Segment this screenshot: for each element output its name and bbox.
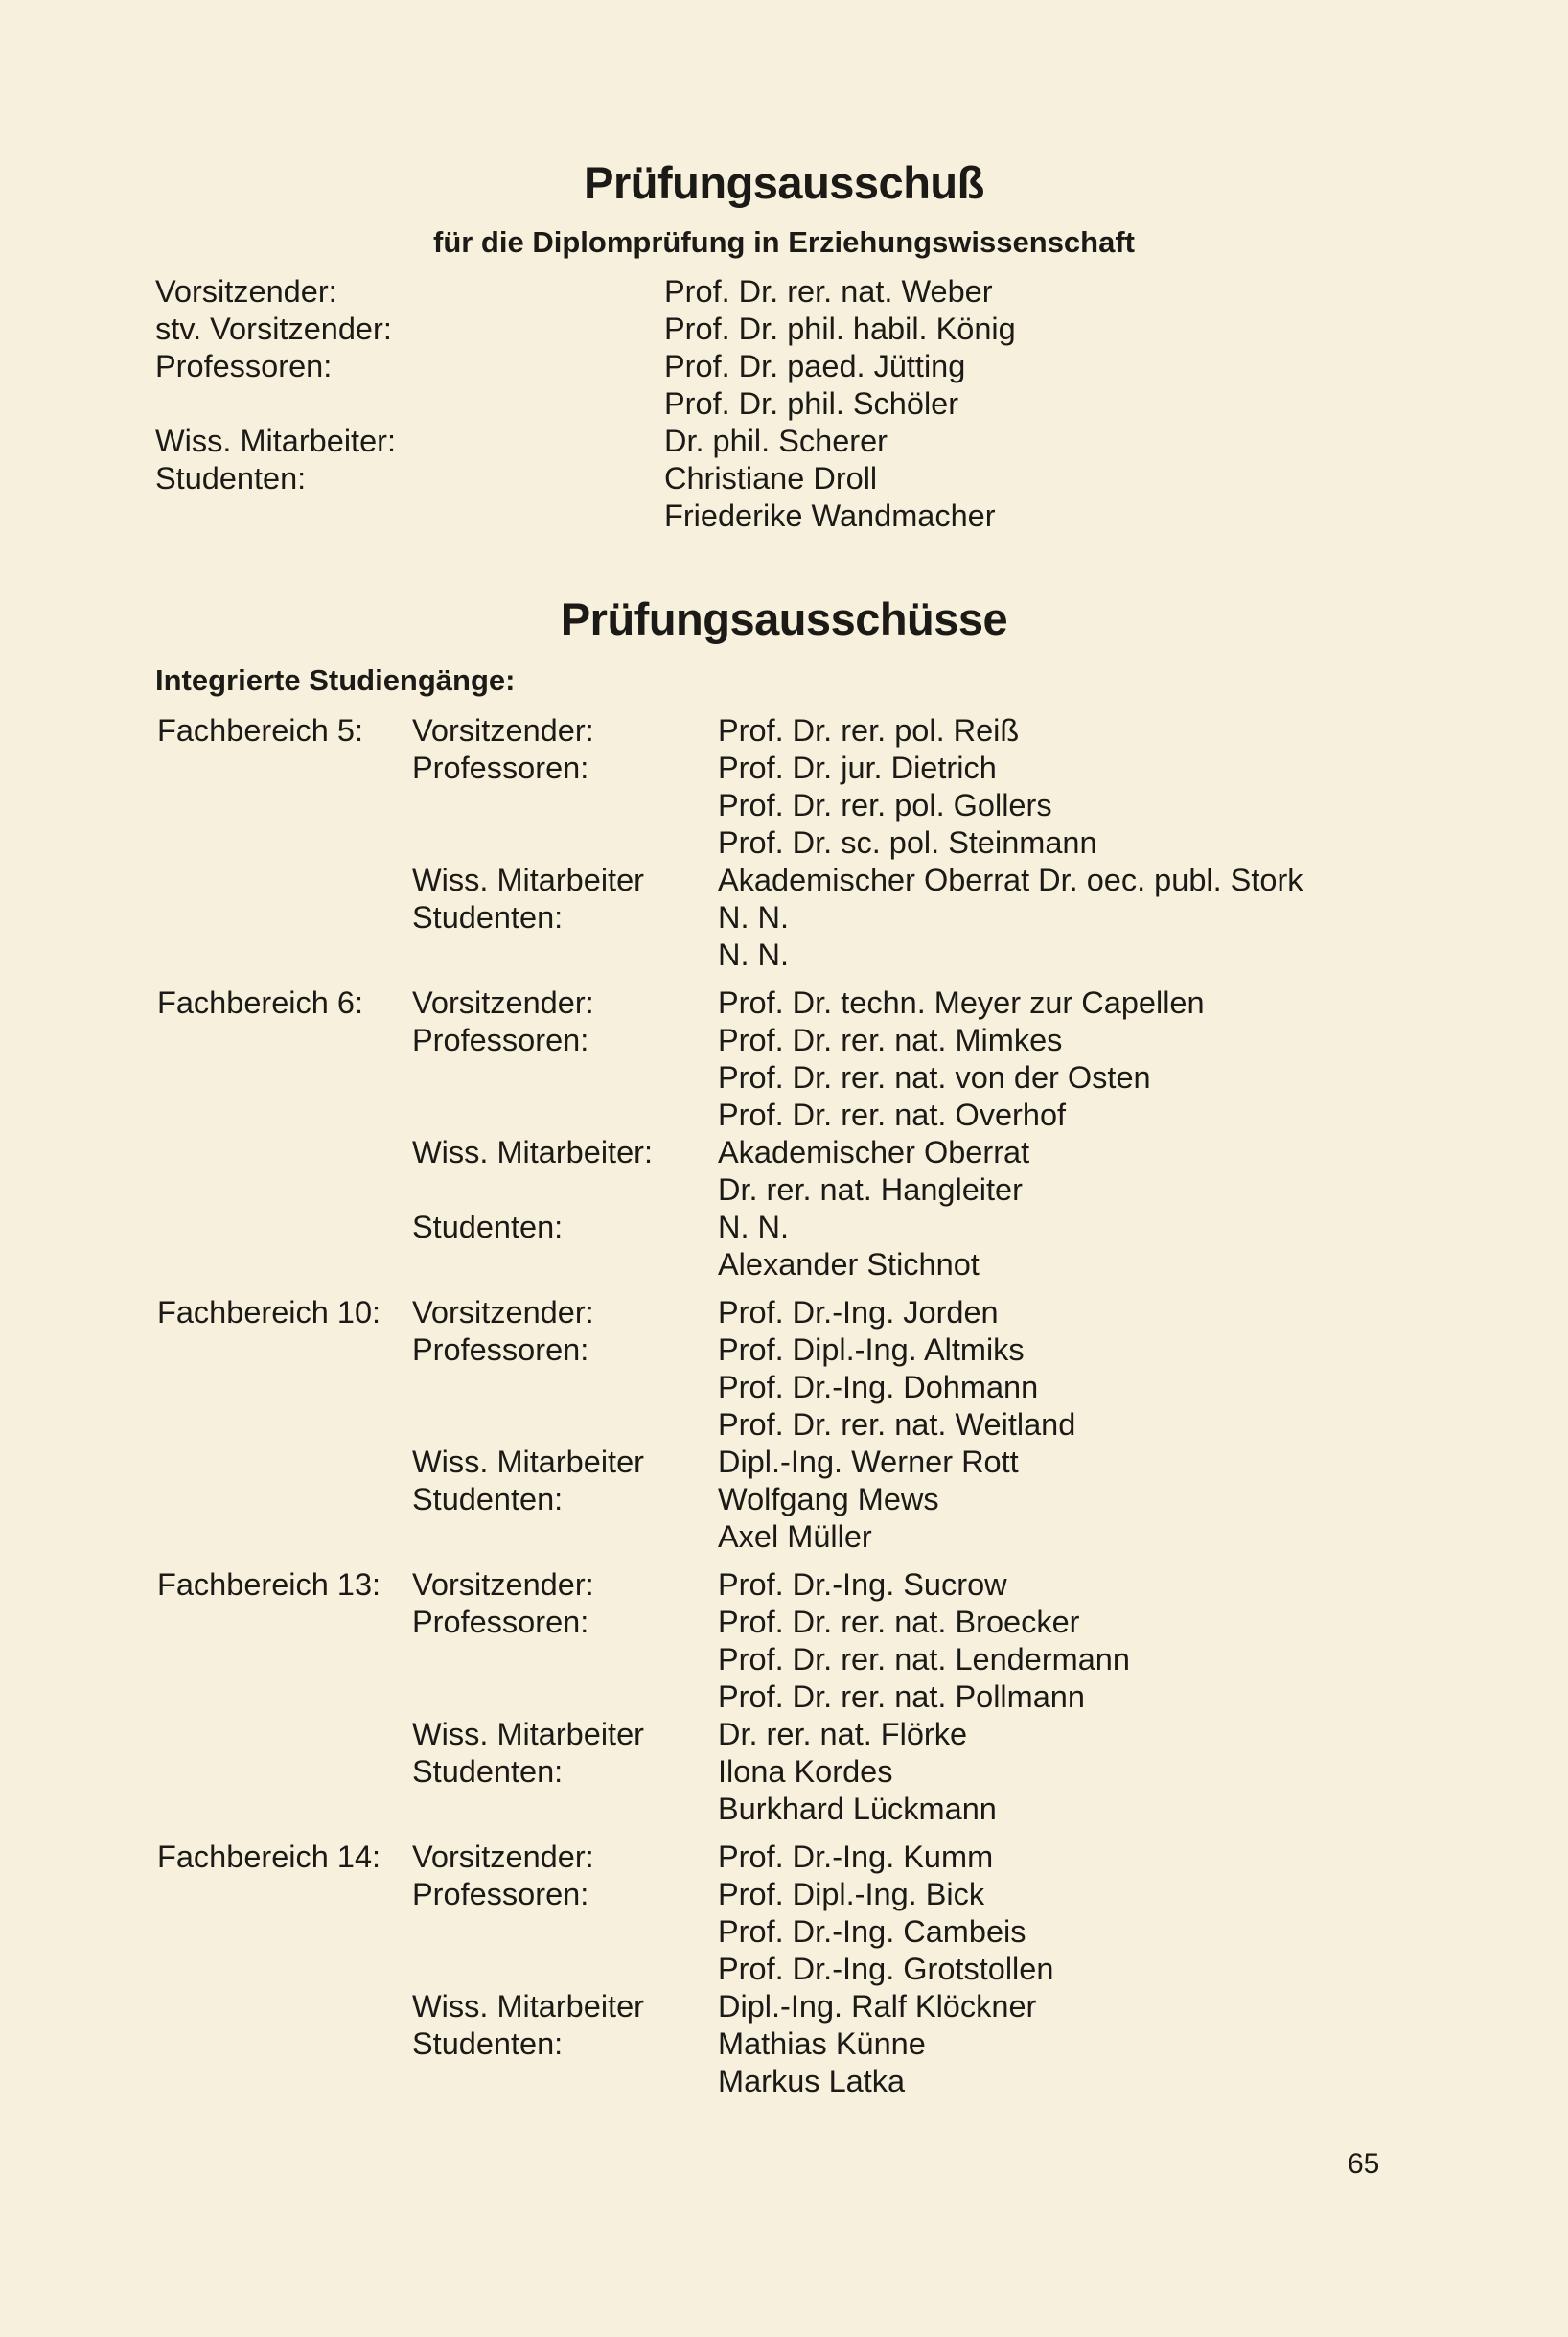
committees-title: Prüfungsausschüsse [560,593,1008,644]
member-name: Friederike Wandmacher [664,498,996,533]
member-name: Prof. Dr. rer. nat. Mimkes [718,1023,1063,1057]
member-name: Prof. Dr.-Ing. Kumm [718,1840,994,1874]
member-name: Markus Latka [718,2064,906,2098]
member-name: Prof. Dr. rer. nat. Weber [664,274,993,309]
member-name: Prof. Dr.-Ing. Grotstollen [718,1952,1054,1986]
member-name: Prof. Dr. jur. Dietrich [718,751,997,785]
member-name: Burkhard Lückmann [718,1792,997,1826]
member-name: Dr. rer. nat. Hangleiter [718,1172,1023,1207]
member-name: Prof. Dr.-Ing. Cambeis [718,1914,1026,1949]
member-name: N. N. [718,1210,790,1244]
member-name: Alexander Stichnot [718,1247,980,1282]
member-label: Vorsitzender: [155,274,337,309]
role-label: Studenten: [412,1754,564,1789]
page-number: 65 [1348,2148,1380,2180]
member-name: Prof. Dr. rer. nat. Lendermann [718,1642,1130,1677]
role-label: Vorsitzender: [412,713,594,748]
member-name: Prof. Dr. rer. pol. Reiß [718,713,1020,748]
role-label: Studenten: [412,1210,564,1244]
role-label: Studenten: [412,1482,564,1516]
committee-title: Prüfungsausschuß [584,157,984,208]
role-label: Vorsitzender: [412,1840,594,1874]
department-label: Fachbereich 6: [157,985,363,1020]
role-label: Professoren: [412,1332,589,1367]
member-name: Prof. Dr. rer. nat. Pollmann [718,1679,1085,1714]
member-name: Akademischer Oberrat [718,1135,1030,1169]
member-name: Prof. Dr. paed. Jütting [664,349,966,383]
member-label: Professoren: [155,349,333,383]
member-name: Mathias Künne [718,2026,926,2061]
member-name: Prof. Dr. rer. nat. Weitland [718,1407,1076,1442]
role-label: Professoren: [412,1023,589,1057]
role-label: Wiss. Mitarbeiter [412,1445,644,1479]
member-name: Prof. Dipl.-Ing. Altmiks [718,1332,1025,1367]
member-name: Wolfgang Mews [718,1482,939,1516]
member-name: Prof. Dr. rer. nat. von der Osten [718,1060,1151,1095]
member-name: Prof. Dr. techn. Meyer zur Capellen [718,985,1205,1020]
department-label: Fachbereich 13: [157,1567,381,1602]
member-name: Dipl.-Ing. Ralf Klöckner [718,1989,1037,2024]
department-label: Fachbereich 14: [157,1840,381,1874]
role-label: Vorsitzender: [412,1567,594,1602]
role-label: Wiss. Mitarbeiter: [412,1135,654,1169]
role-label: Wiss. Mitarbeiter [412,1989,644,2024]
member-name: N. N. [718,937,790,972]
role-label: Wiss. Mitarbeiter [412,1717,644,1751]
member-name: Prof. Dr.-Ing. Sucrow [718,1567,1007,1602]
member-name: Prof. Dr. phil. Schöler [664,386,959,421]
role-label: Vorsitzender: [412,985,594,1020]
member-label: Wiss. Mitarbeiter: [155,424,397,458]
member-name: N. N. [718,900,790,935]
role-label: Vorsitzender: [412,1295,594,1330]
member-name: Akademischer Oberrat Dr. oec. publ. Stork [718,863,1303,897]
member-name: Axel Müller [718,1519,872,1554]
role-label: Professoren: [412,751,589,785]
member-name: Prof. Dr. rer. nat. Overhof [718,1098,1067,1132]
department-label: Fachbereich 5: [157,713,363,748]
section-heading: Integrierte Studiengänge: [155,663,516,697]
member-name: Prof. Dr. sc. pol. Steinmann [718,825,1097,860]
role-label: Studenten: [412,2026,564,2061]
member-name: Prof. Dr.-Ing. Dohmann [718,1370,1039,1404]
member-name: Dr. phil. Scherer [664,424,888,458]
member-label: stv. Vorsitzender: [155,312,392,346]
member-name: Prof. Dr. rer. nat. Broecker [718,1605,1080,1639]
role-label: Wiss. Mitarbeiter [412,863,644,897]
member-name: Prof. Dipl.-Ing. Bick [718,1877,985,1911]
member-name: Ilona Kordes [718,1754,893,1789]
member-name: Christiane Droll [664,461,878,496]
member-name: Prof. Dr. phil. habil. König [664,312,1016,346]
committee-subtitle: für die Diplomprüfung in Erziehungswissenschaft [433,225,1135,259]
member-name: Prof. Dr.-Ing. Jorden [718,1295,999,1330]
department-label: Fachbereich 10: [157,1295,381,1330]
member-name: Prof. Dr. rer. pol. Gollers [718,788,1052,822]
member-name: Dr. rer. nat. Flörke [718,1717,968,1751]
role-label: Professoren: [412,1877,589,1911]
role-label: Studenten: [412,900,564,935]
role-label: Professoren: [412,1605,589,1639]
member-label: Studenten: [155,461,307,496]
member-name: Dipl.-Ing. Werner Rott [718,1445,1019,1479]
